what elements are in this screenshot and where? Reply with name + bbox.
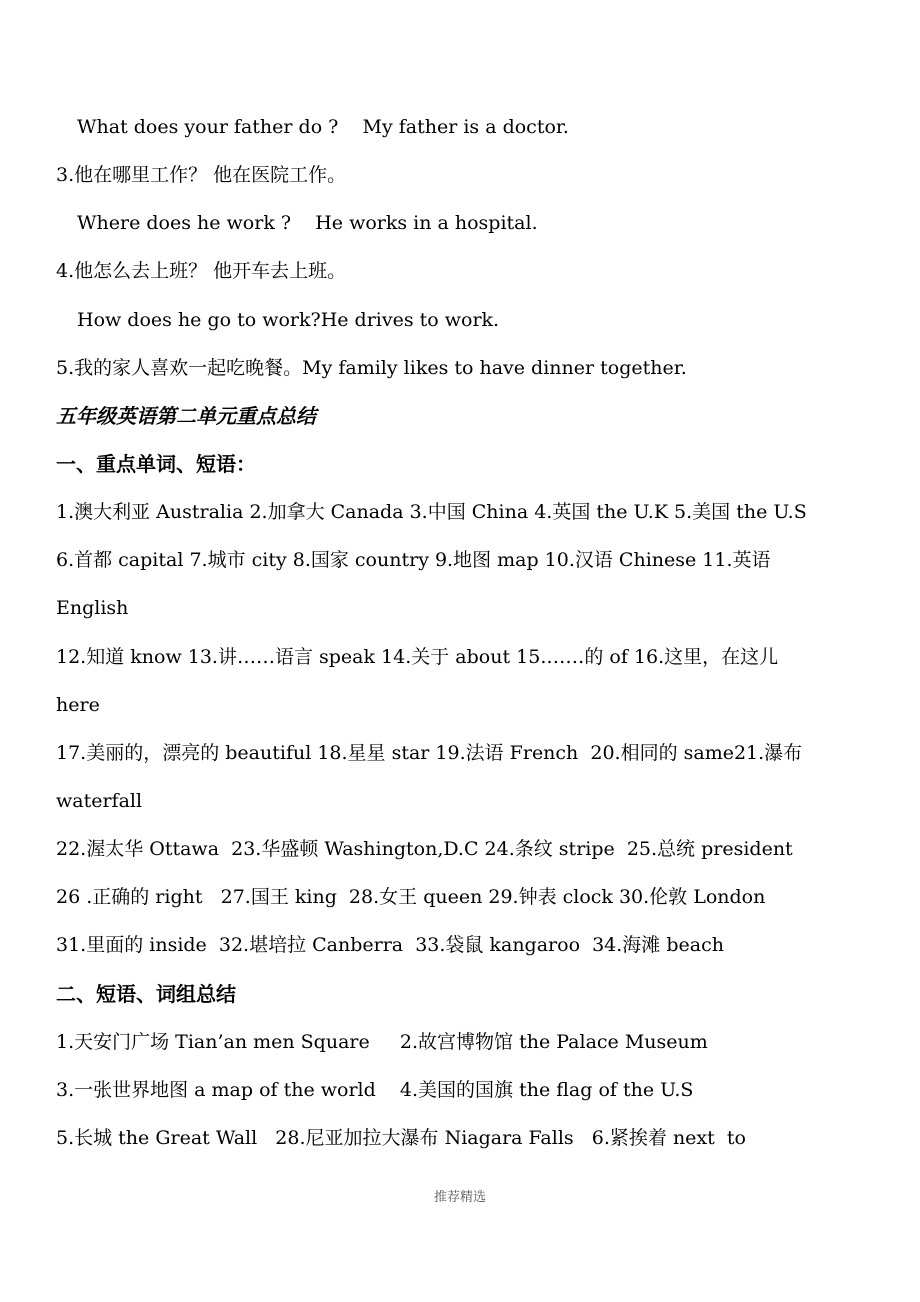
phrase-line-3: 5.长城 the Great Wall 28.尼亚加拉大瀑布 Niagara Falls 6.紧挨着 next to bbox=[56, 1127, 746, 1149]
dialog-line-3: Where does he work ? He works in a hospital. bbox=[77, 212, 538, 234]
section-heading-phrases: 二、短语、词组总结 bbox=[56, 982, 236, 1006]
vocab-line-1: 1.澳大利亚 Australia 2.加拿大 Canada 3.中国 China 4.英国 the U.K 5.美国 the U.S bbox=[56, 501, 807, 523]
vocab-line-7: 31.里面的 inside 32.堪培拉 Canberra 33.袋鼠 kangaroo 34.海滩 beach bbox=[56, 934, 724, 956]
unit-summary-heading: 五年级英语第二单元重点总结 bbox=[56, 404, 316, 428]
vocab-line-3-cont: here bbox=[56, 694, 100, 716]
dialog-line-4: How does he go to work?He drives to work. bbox=[77, 309, 500, 331]
section-heading-words: 一、重点单词、短语： bbox=[56, 452, 256, 476]
question-4: 4.他怎么去上班？ 他开车去上班。 bbox=[56, 260, 347, 282]
vocab-line-2-cont: English bbox=[56, 597, 129, 619]
vocab-line-2: 6.首都 capital 7.城市 city 8.国家 country 9.地图 map 10.汉语 Chinese 11.英语 bbox=[56, 549, 771, 571]
page-footer: 推荐精选 bbox=[433, 1190, 486, 1205]
vocab-line-4: 17.美丽的，漂亮的 beautiful 18.星星 star 19.法语 French 20.相同的 same21.瀑布 bbox=[56, 742, 803, 764]
vocab-line-5: 22.渥太华 Ottawa 23.华盛顿 Washington,D.C 24.条纹 stripe 25.总统 president bbox=[56, 838, 793, 860]
dialog-line-1: What does your father do ? My father is a doctor. bbox=[77, 116, 569, 138]
vocab-line-6: 26 .正确的 right 27.国王 king 28.女王 queen 29.钟表 clock 30.伦敦 London bbox=[56, 886, 766, 908]
phrase-line-2: 3.一张世界地图 a map of the world 4.美国的国旗 the flag of the U.S bbox=[56, 1079, 694, 1101]
vocab-line-4-cont: waterfall bbox=[56, 790, 143, 812]
question-3: 3.他在哪里工作？ 他在医院工作。 bbox=[56, 164, 347, 186]
phrase-line-1: 1.天安门广场 Tian’an men Square 2.故宫博物馆 the Palace Museum bbox=[56, 1031, 708, 1053]
vocab-line-3: 12.知道 know 13.讲……语言 speak 14.关于 about 15.……的 of 16.这里，在这儿 bbox=[56, 646, 779, 668]
sentence-5: 5.我的家人喜欢一起吃晚餐。My family likes to have dinner together. bbox=[56, 357, 687, 379]
